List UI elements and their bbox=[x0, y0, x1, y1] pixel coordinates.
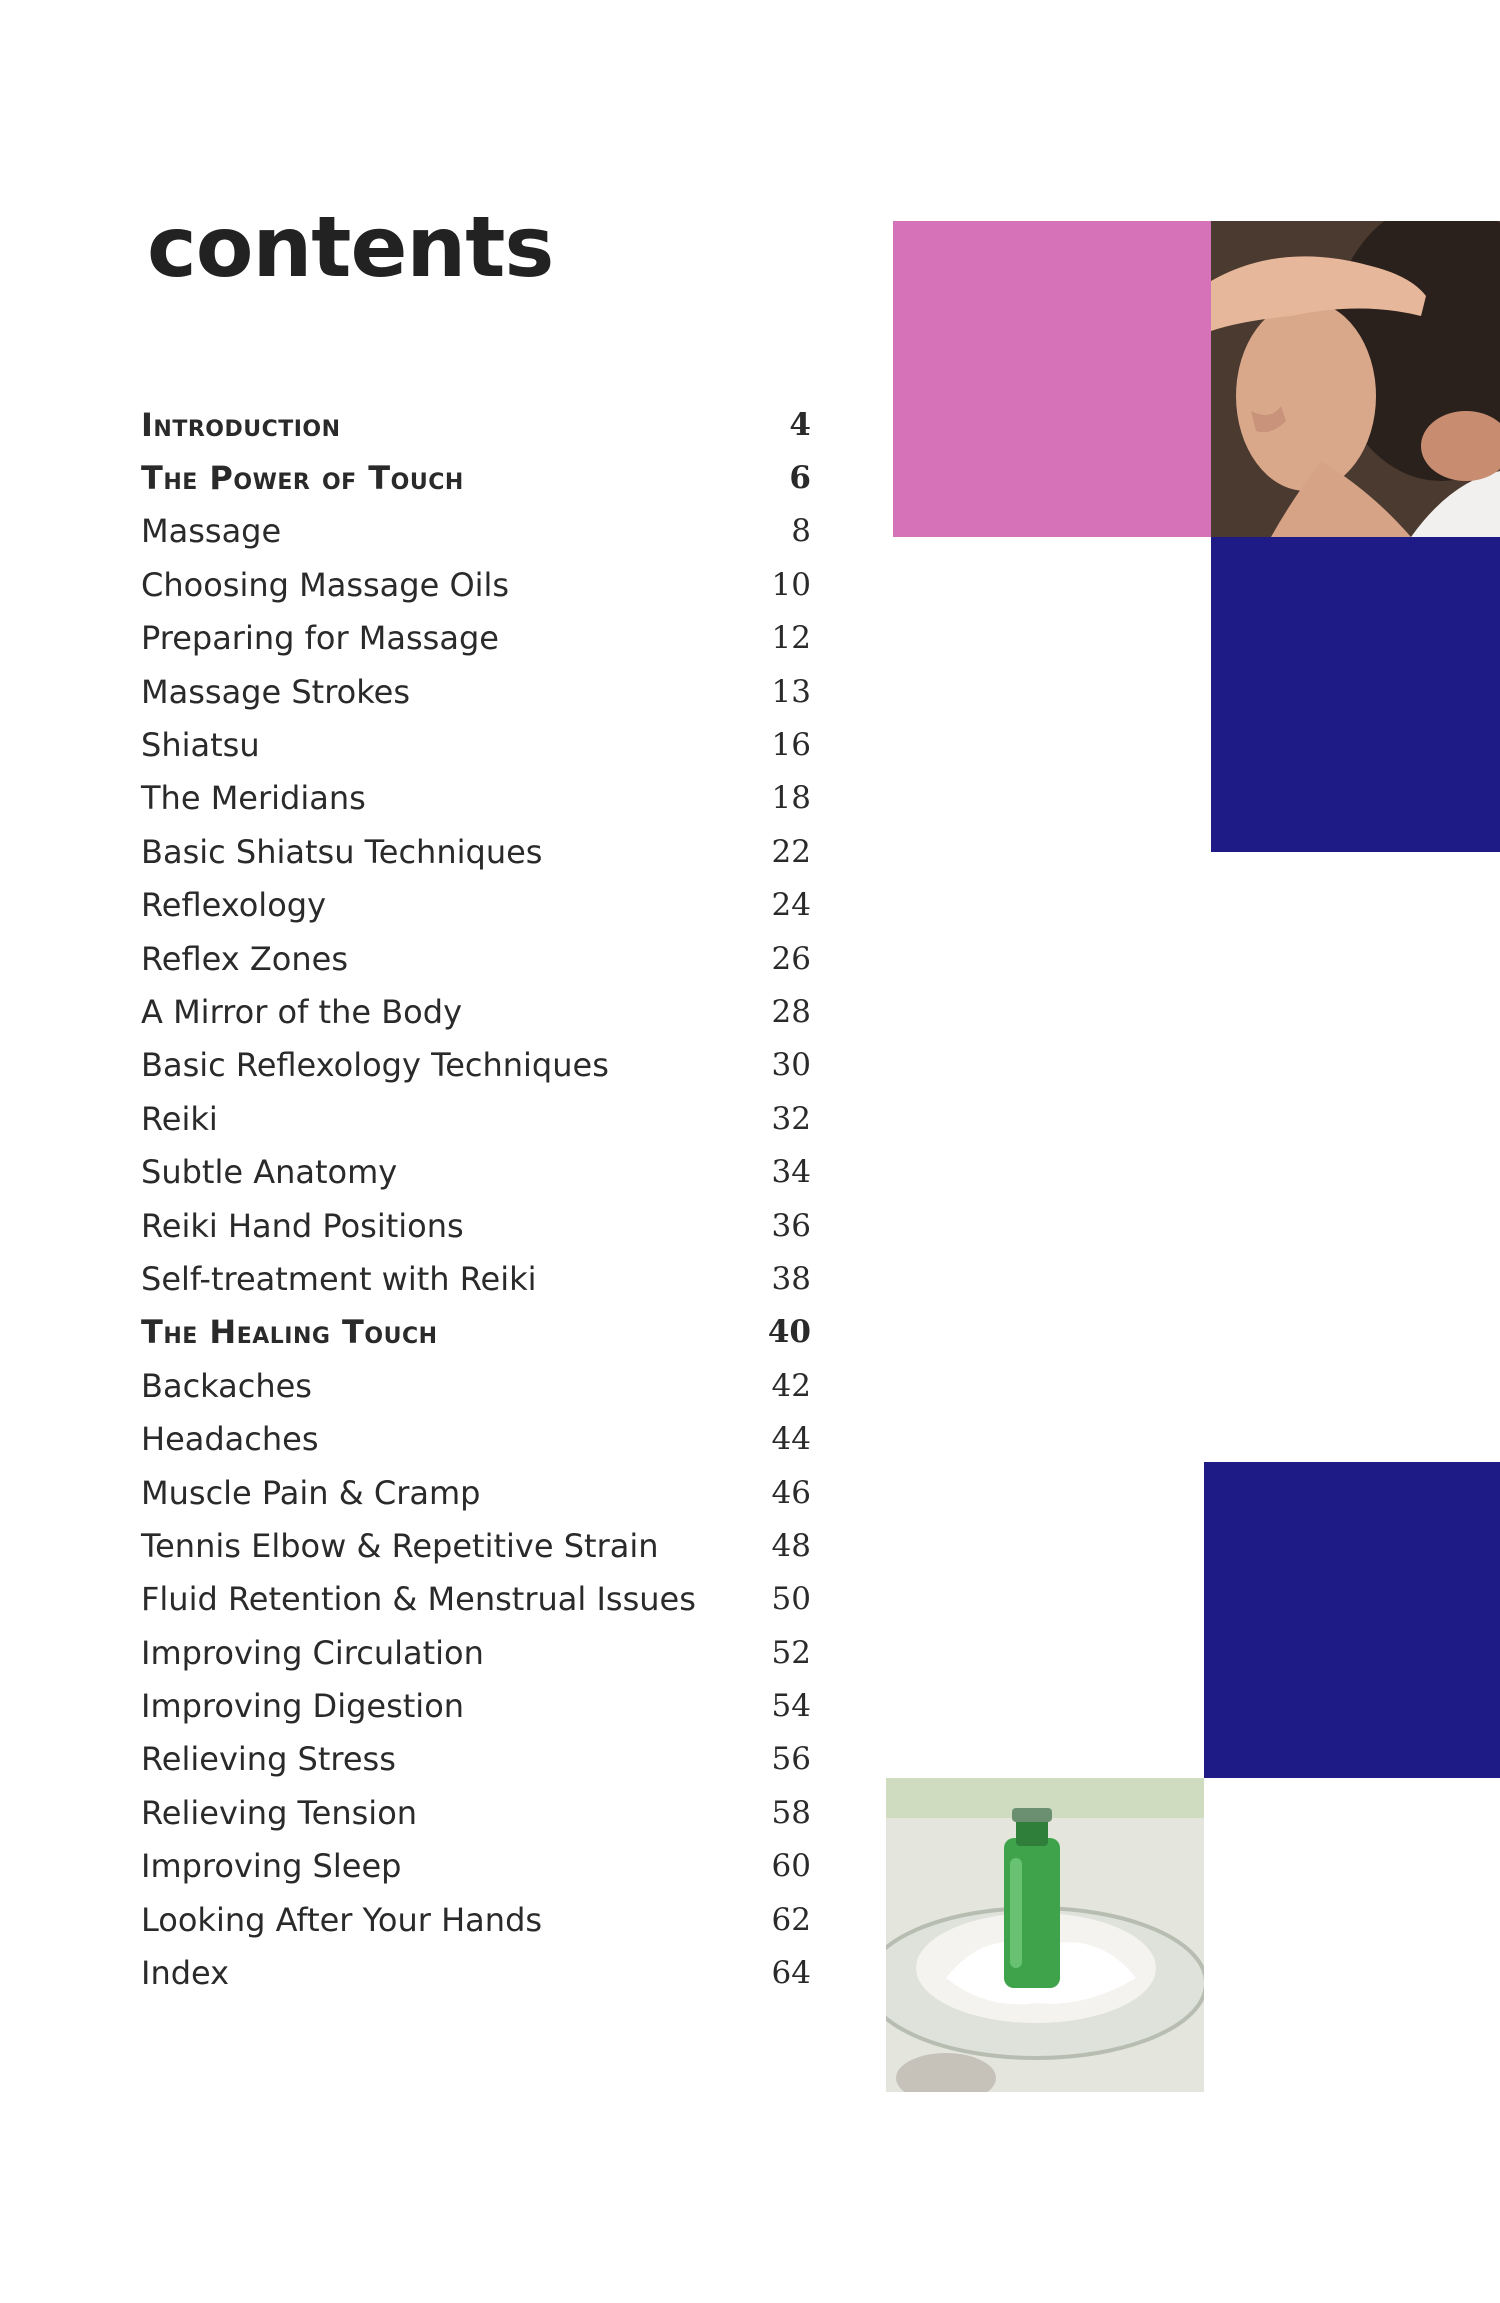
toc-entry bbox=[141, 879, 811, 932]
toc-page-number: 12 bbox=[771, 620, 811, 657]
toc-page-number: 10 bbox=[771, 566, 811, 603]
toc-entry-title: Improving Circulation bbox=[141, 1633, 484, 1672]
navy-color-block-top bbox=[1211, 537, 1500, 852]
toc-entry-title: Looking After Your Hands bbox=[141, 1900, 543, 1939]
toc-entry-title: Massage bbox=[141, 512, 282, 551]
toc-entry-title: Relieving Stress bbox=[141, 1740, 396, 1779]
toc-entry bbox=[141, 665, 811, 718]
toc-entry-title: Reiki bbox=[141, 1099, 218, 1138]
toc-page-number: 56 bbox=[771, 1741, 811, 1778]
toc-entry bbox=[141, 1199, 811, 1252]
toc-entry bbox=[141, 932, 811, 985]
toc-entry-title: Reiki Hand Positions bbox=[141, 1206, 464, 1245]
toc-page-number: 32 bbox=[771, 1100, 811, 1137]
toc-entry-title: Subtle Anatomy bbox=[141, 1153, 398, 1192]
toc-entry bbox=[141, 718, 811, 771]
toc-entry bbox=[141, 1573, 811, 1626]
toc-entry bbox=[141, 1679, 811, 1732]
toc-page-number: 64 bbox=[771, 1955, 811, 1992]
toc-entry-title: Choosing Massage Oils bbox=[141, 565, 510, 604]
navy-color-block-bottom bbox=[1204, 1462, 1500, 1778]
toc-page-number: 52 bbox=[771, 1634, 811, 1671]
toc-entry bbox=[141, 1519, 811, 1572]
toc-page-number: 13 bbox=[771, 673, 811, 710]
head-massage-photo bbox=[1211, 221, 1500, 537]
toc-entry bbox=[141, 772, 811, 825]
toc-entry-title: Basic Reflexology Techniques bbox=[141, 1046, 609, 1085]
toc-page-number: 22 bbox=[771, 833, 811, 870]
toc-entry-title: Backaches bbox=[141, 1366, 312, 1405]
toc-entry bbox=[141, 985, 811, 1038]
toc-page-number: 54 bbox=[771, 1688, 811, 1725]
toc-entry bbox=[141, 825, 811, 878]
toc-entry bbox=[141, 1733, 811, 1786]
toc-entry-title: Improving Digestion bbox=[141, 1687, 465, 1726]
toc-section-heading bbox=[141, 451, 811, 504]
toc-entry bbox=[141, 1039, 811, 1092]
toc-entry-title: Reflex Zones bbox=[141, 939, 349, 978]
toc-entry-title: A Mirror of the Body bbox=[141, 992, 462, 1031]
toc-entry-title: Self-treatment with Reiki bbox=[141, 1259, 537, 1298]
toc-page-number: 40 bbox=[767, 1314, 811, 1351]
toc-page-number: 46 bbox=[771, 1474, 811, 1511]
toc-entry bbox=[141, 1946, 811, 1999]
toc-page-number: 38 bbox=[771, 1260, 811, 1297]
toc-entry-title: Introduction bbox=[141, 405, 341, 444]
toc-page-number: 50 bbox=[771, 1581, 811, 1618]
toc-entry bbox=[141, 1252, 811, 1305]
toc-page-number: 8 bbox=[791, 513, 811, 550]
head-massage-illustration bbox=[1211, 221, 1500, 537]
toc-page-number: 4 bbox=[789, 406, 811, 443]
toc-page-number: 28 bbox=[771, 993, 811, 1030]
toc-entry-title: The Healing Touch bbox=[141, 1313, 438, 1352]
toc-page-number: 62 bbox=[771, 1901, 811, 1938]
toc-entry bbox=[141, 558, 811, 611]
toc-entry bbox=[141, 1840, 811, 1893]
table-of-contents bbox=[141, 398, 811, 2000]
toc-entry bbox=[141, 505, 811, 558]
toc-page-number: 30 bbox=[771, 1047, 811, 1084]
toc-entry bbox=[141, 1359, 811, 1412]
toc-entry-title: Index bbox=[141, 1954, 230, 1993]
toc-page-number: 60 bbox=[771, 1848, 811, 1885]
toc-page-number: 24 bbox=[771, 887, 811, 924]
pink-color-block bbox=[893, 221, 1211, 537]
toc-entry-title: Improving Sleep bbox=[141, 1847, 402, 1886]
toc-page-number: 16 bbox=[771, 727, 811, 764]
toc-entry-title: Headaches bbox=[141, 1420, 319, 1459]
toc-section-heading bbox=[141, 398, 811, 451]
toc-entry bbox=[141, 1145, 811, 1198]
toc-entry-title: Muscle Pain & Cramp bbox=[141, 1473, 481, 1512]
toc-entry bbox=[141, 1466, 811, 1519]
page-title: contents bbox=[147, 198, 554, 296]
toc-page-number: 44 bbox=[771, 1421, 811, 1458]
toc-page-number: 48 bbox=[771, 1527, 811, 1564]
toc-page-number: 6 bbox=[789, 460, 811, 497]
toc-entry bbox=[141, 1893, 811, 1946]
toc-entry-title: Tennis Elbow & Repetitive Strain bbox=[141, 1526, 659, 1565]
toc-entry-title: Fluid Retention & Menstrual Issues bbox=[141, 1580, 696, 1619]
toc-entry bbox=[141, 1786, 811, 1839]
toc-page-number: 34 bbox=[771, 1154, 811, 1191]
toc-entry-title: Massage Strokes bbox=[141, 672, 410, 711]
toc-page-number: 58 bbox=[771, 1794, 811, 1831]
toc-entry bbox=[141, 1412, 811, 1465]
toc-page-number: 26 bbox=[771, 940, 811, 977]
toc-page-number: 36 bbox=[771, 1207, 811, 1244]
toc-entry bbox=[141, 1626, 811, 1679]
toc-section-heading bbox=[141, 1306, 811, 1359]
oil-bottle-photo bbox=[886, 1778, 1204, 2092]
toc-entry bbox=[141, 1092, 811, 1145]
oil-bottle-illustration bbox=[886, 1778, 1204, 2092]
toc-entry-title: Reflexology bbox=[141, 886, 327, 925]
toc-entry-title: Basic Shiatsu Techniques bbox=[141, 832, 543, 871]
toc-entry-title: Shiatsu bbox=[141, 726, 260, 765]
toc-page-number: 18 bbox=[771, 780, 811, 817]
toc-entry bbox=[141, 612, 811, 665]
toc-page-number: 42 bbox=[771, 1367, 811, 1404]
toc-entry-title: Relieving Tension bbox=[141, 1793, 418, 1832]
toc-entry-title: The Power of Touch bbox=[141, 459, 464, 498]
toc-entry-title: The Meridians bbox=[141, 779, 366, 818]
toc-entry-title: Preparing for Massage bbox=[141, 619, 499, 658]
